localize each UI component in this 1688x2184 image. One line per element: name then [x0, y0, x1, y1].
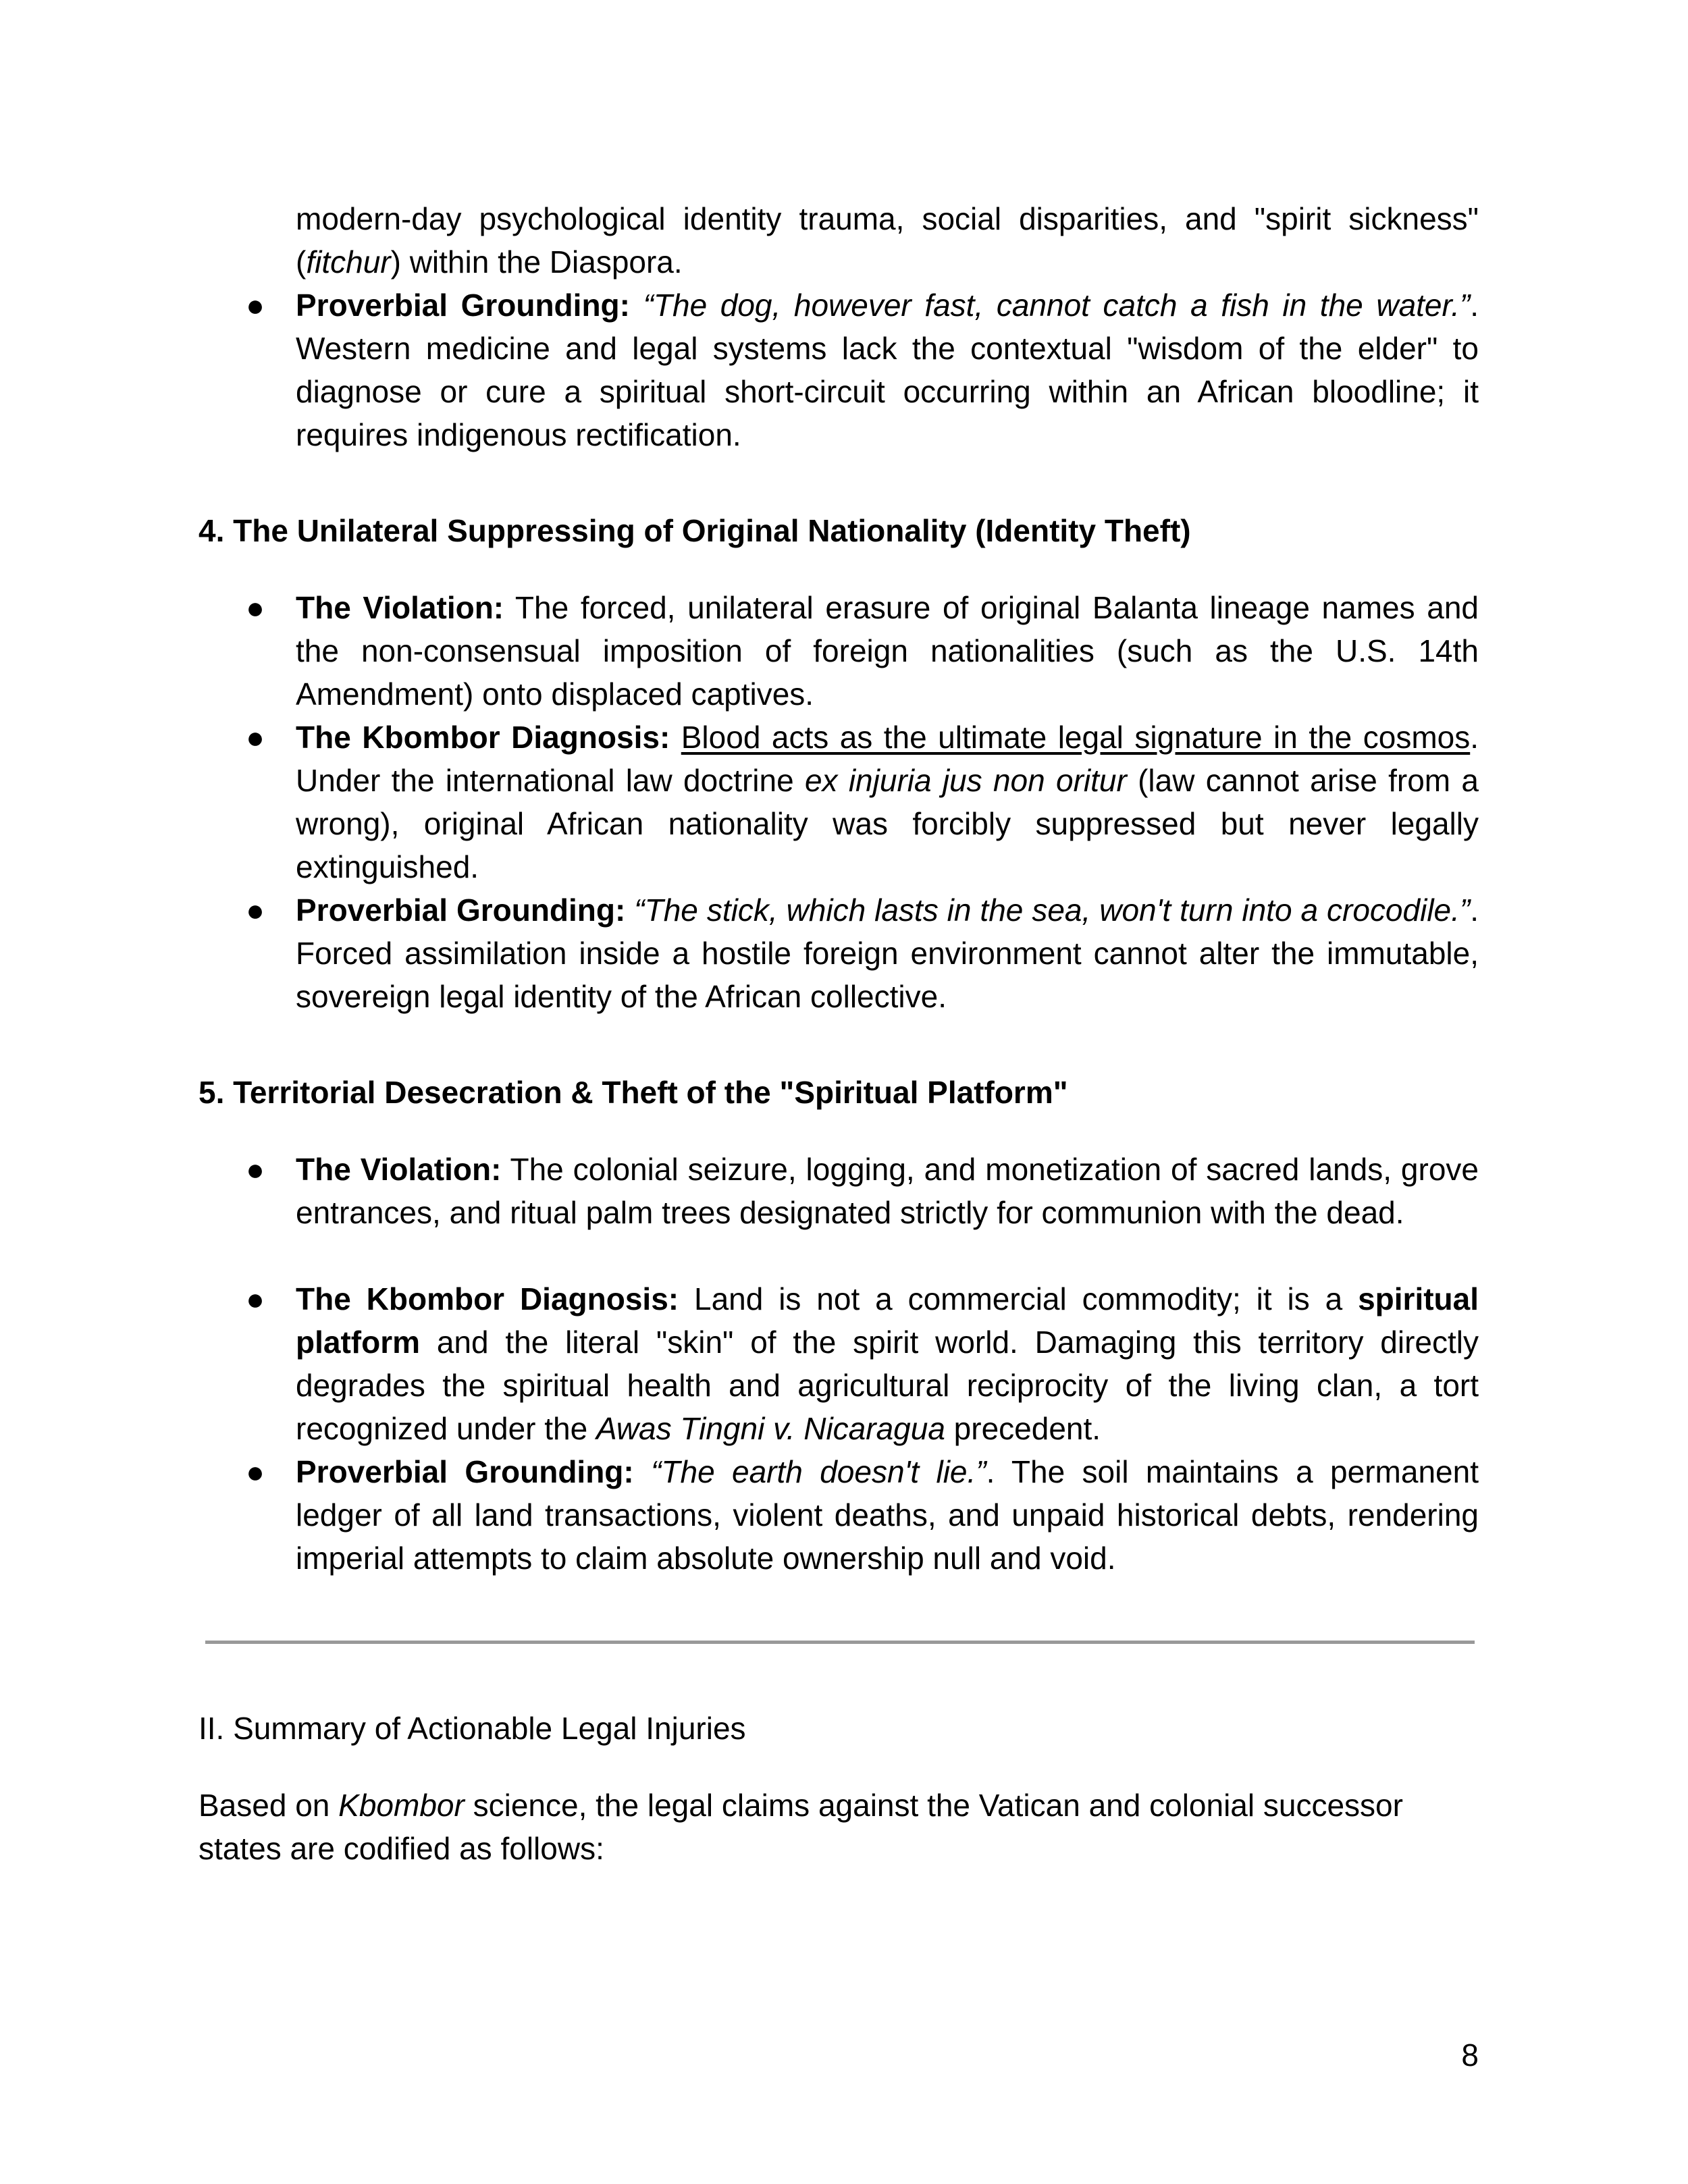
bullet-body: . Forced assimilation inside a hostile foreign environment cannot alter the immutable, sovereign legal identity of the African collective.: [296, 893, 1479, 1014]
bullet-body-end: precedent.: [945, 1411, 1101, 1446]
kbombor-term: Kbombor: [338, 1788, 465, 1823]
bullet-label: The Violation:: [296, 590, 504, 625]
list-item-s5-proverb: [246, 1450, 1479, 1580]
bullet-text: [296, 716, 1479, 888]
bullet-icon: ●: [246, 893, 265, 928]
summary-text: Based on: [199, 1788, 339, 1823]
bullet-text: [296, 888, 1479, 1018]
bullet-body: . Under the international law doctrine: [296, 720, 1479, 798]
latin-doctrine: ex injuria jus non oritur: [804, 763, 1127, 798]
continuation-text: modern-day psychological identity trauma, social disparities, and "spirit sickness" (: [296, 201, 1479, 279]
proverb-quote: “The earth doesn't lie.”: [651, 1454, 986, 1489]
list-item-s5-diagnosis: [246, 1277, 1479, 1450]
list-item-s4-proverb: [246, 888, 1479, 1018]
bullet-text: [296, 1148, 1479, 1234]
horizontal-divider: [205, 1641, 1475, 1644]
bullet-body: . Western medicine and legal systems lack the contextual "wisdom of the elder" to diagnose or cure a spiritual short-circuit occurring within an African bloodline; it requires indigenous rectification.: [296, 288, 1479, 452]
bullet-body: The colonial seizure, logging, and monetization of sacred lands, grove entrances, and ritual palm trees designated strictly for communion with the dead.: [296, 1152, 1479, 1230]
fitchur-term: fitchur: [306, 244, 391, 279]
bullet-label: Proverbial Grounding:: [296, 288, 630, 323]
underlined-statement: Blood acts as the ultimate legal signature in the cosmos: [681, 720, 1471, 755]
proverb-quote: “The dog, however fast, cannot catch a fish in the water.”: [643, 288, 1471, 323]
bullet-text: [296, 586, 1479, 716]
bullet-body-end: (law cannot arise from a wrong), original African nationality was forcibly suppressed but never legally extinguished.: [296, 763, 1479, 884]
list-item-prev-proverb: [246, 284, 1479, 456]
bullet-label: Proverbial Grounding:: [296, 1454, 634, 1489]
list-item-s5-violation: [246, 1148, 1479, 1234]
list-item-s4-violation: [246, 586, 1479, 716]
bullet-icon: ●: [246, 720, 265, 755]
bullet-icon: ●: [246, 1281, 265, 1316]
section-5-heading: 5. Territorial Desecration & Theft of the "Spiritual Platform": [199, 1075, 1068, 1110]
bullet-icon: ●: [246, 1152, 265, 1187]
list-item-s4-diagnosis: [246, 716, 1479, 888]
bullet-text: [296, 284, 1479, 456]
bullet-icon: ●: [246, 590, 265, 625]
bullet-text: [296, 1277, 1479, 1450]
bullet-text: [296, 1450, 1479, 1580]
section-4-heading: 4. The Unilateral Suppressing of Original Nationality (Identity Theft): [199, 513, 1191, 548]
summary-heading: II. Summary of Actionable Legal Injuries: [199, 1711, 746, 1746]
summary-text-end: science, the legal claims against the Vatican and colonial successor states are codified as follows:: [199, 1788, 1403, 1866]
bullet-icon: ●: [246, 1454, 265, 1489]
bullet-label: Proverbial Grounding:: [296, 893, 626, 928]
page-number: 8: [1461, 2037, 1479, 2073]
bullet-label: The Kbombor Diagnosis:: [296, 720, 670, 755]
bullet-body: The forced, unilateral erasure of original Balanta lineage names and the non-consensual imposition of foreign nationalities (such as the U.S. 14th Amendment) onto displaced captives.: [296, 590, 1479, 712]
bullet-body: Land is not a commercial commodity; it is a: [679, 1281, 1359, 1316]
continuation-text-end: ) within the Diaspora.: [390, 244, 683, 279]
bullet-body-mid: and the literal "skin" of the spirit world. Damaging this territory directly degrades the spiritual health and agricultural reciprocity of the living clan, a tort recognized under the: [296, 1325, 1479, 1446]
bullet-icon: ●: [246, 288, 265, 323]
bullet-label: The Kbombor Diagnosis:: [296, 1281, 679, 1316]
proverb-quote: “The stick, which lasts in the sea, won't turn into a crocodile.”: [634, 893, 1471, 928]
continuation-paragraph: [296, 197, 1479, 284]
bold-term: spiritual platform: [296, 1281, 1479, 1360]
bullet-body: . The soil maintains a permanent ledger of all land transactions, violent deaths, and unpaid historical debts, rendering imperial attempts to claim absolute ownership null and void.: [296, 1454, 1479, 1576]
bullet-label: The Violation:: [296, 1152, 502, 1187]
summary-paragraph: [199, 1784, 1479, 1870]
case-citation: Awas Tingni v. Nicaragua: [596, 1411, 945, 1446]
